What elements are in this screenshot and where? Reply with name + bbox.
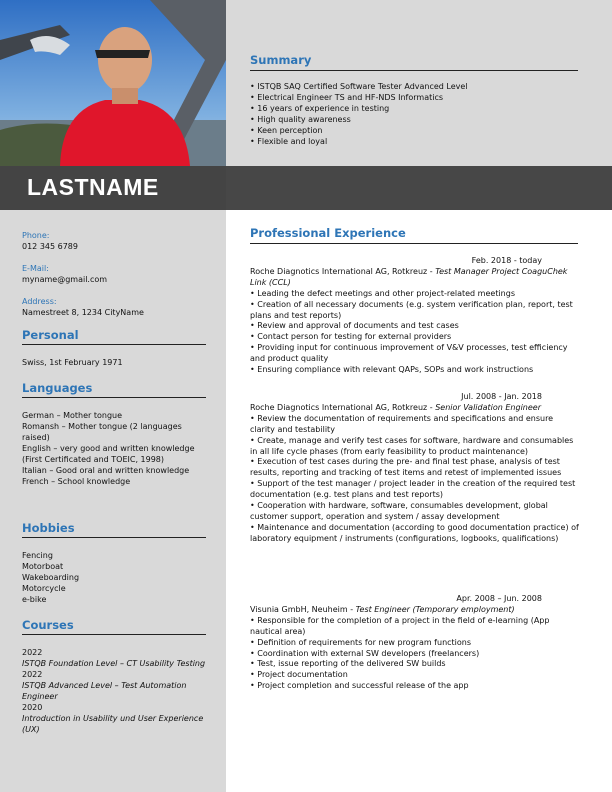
- language-item: German – Mother tongue: [22, 411, 123, 420]
- summary-item: • Keen perception: [250, 125, 323, 135]
- job-date: Feb. 2018 - today: [471, 256, 542, 265]
- job-task: • Contact person for testing for external providers: [250, 332, 452, 342]
- job-task: • Test, issue reporting of the delivered SW builds: [250, 659, 446, 669]
- phone-value: 012 345 6789: [22, 242, 78, 251]
- job-company: Roche Diagnotics International AG, Rotkreuz -: [250, 402, 436, 412]
- hobby-item: e-bike: [22, 595, 47, 604]
- job-role: Test Manager Project CoaguChek Link (CCL): [250, 266, 568, 287]
- email-link[interactable]: myname@gmail.com: [22, 275, 108, 284]
- job-task: • Cooperation with hardware, software, consumables development, global customer support, operation and system / assay development: [250, 501, 548, 521]
- job-task: • Create, manage and verify test cases for software, hardware and consumables in all life cycle phases (from early feasibility to product maintenance): [250, 435, 574, 456]
- job-task: • Support of the test manager / project leader in the creation of the required test documentation (e.g. test plans and test reports): [250, 479, 576, 500]
- job-task: • Coordination with external SW developers (freelancers): [250, 648, 480, 658]
- job-task: • Project completion and successful release of the app: [250, 681, 469, 691]
- job-task: • Responsible for the completion of a project in the field of e-learning (App nautical area): [250, 615, 550, 636]
- job-task: • Ensuring compliance with relevant QAPs, SOPs and work instructions: [250, 365, 534, 375]
- experience-heading: Professional Experience: [250, 226, 578, 244]
- contact-section: [22, 230, 206, 318]
- job-task: • Execution of test cases during the pre- and final test phase, analysis of test results, reporting and tracking of test items and retest of implemented issues: [250, 457, 562, 478]
- job-role: Test Engineer (Temporary employment): [355, 604, 515, 614]
- hobbies-section: [22, 523, 206, 605]
- summary-heading: Summary: [250, 53, 578, 71]
- summary-item: • Electrical Engineer TS and HF-NDS Informatics: [250, 92, 444, 102]
- job-task: • Review and approval of documents and test cases: [250, 321, 459, 331]
- job-task: • Providing input for continuous improvement of V&V processes, test efficiency and product quality: [250, 343, 568, 364]
- email-label: E-Mail:: [22, 264, 49, 273]
- profile-photo: [0, 0, 226, 166]
- language-item: Italian – Good oral and written knowledge: [22, 466, 190, 475]
- languages-heading: Languages: [22, 383, 206, 398]
- hobby-item: Motorcycle: [22, 584, 66, 593]
- course-year: 2022: [22, 670, 43, 679]
- hobby-item: Motorboat: [22, 562, 64, 571]
- job-task: • Definition of requirements for new program functions: [250, 637, 472, 647]
- language-item: English – very good and written knowledge (First Certificated and TOEIC, 1998): [22, 444, 195, 464]
- languages-section: [22, 383, 206, 487]
- personal-heading: Personal: [22, 330, 206, 345]
- job-entry: [250, 594, 580, 692]
- job-company: Roche Diagnotics International AG, Rotkreuz -: [250, 266, 436, 276]
- name-banner: [0, 166, 612, 210]
- summary-item: • High quality awareness: [250, 114, 351, 124]
- language-item: Romansh – Mother tongue (2 languages raised): [22, 422, 182, 442]
- address-value: Namestreet 8, 1234 CityName: [22, 308, 144, 317]
- courses-section: [22, 620, 206, 735]
- summary-list: [250, 82, 580, 147]
- phone-label: Phone:: [22, 231, 50, 240]
- job-task: • Project documentation: [250, 670, 348, 680]
- job-task: • Review the documentation of requirements and specifications and ensure clarity and testability: [250, 413, 554, 434]
- job-date: Apr. 2008 – Jun. 2008: [456, 594, 542, 603]
- course-year: 2020: [22, 703, 43, 712]
- hobby-item: Fencing: [22, 551, 53, 560]
- experience-section: [250, 226, 578, 252]
- summary-item: • ISTQB SAQ Certified Software Tester Advanced Level: [250, 82, 468, 91]
- job-entry: [250, 392, 580, 545]
- job-task: • Leading the defect meetings and other project-related meetings: [250, 288, 515, 298]
- summary-section: [250, 53, 578, 79]
- course-name: Introduction in Usability und User Experience (UX): [22, 714, 204, 734]
- course-name: ISTQB Foundation Level – CT Usability Testing: [22, 659, 206, 668]
- personal-text: Swiss, 1st February 1971: [22, 358, 123, 367]
- summary-item: • Flexible and loyal: [250, 136, 328, 146]
- course-year: 2022: [22, 648, 43, 657]
- course-name: ISTQB Advanced Level – Test Automation Engineer: [22, 681, 187, 701]
- hobby-item: Wakeboarding: [22, 573, 80, 582]
- job-entry: [250, 256, 580, 376]
- hobbies-heading: Hobbies: [22, 523, 206, 538]
- job-role: Senior Validation Engineer: [435, 402, 541, 412]
- summary-item: • 16 years of experience in testing: [250, 103, 390, 113]
- courses-heading: Courses: [22, 620, 206, 635]
- job-company: Visunia GmbH, Neuheim -: [250, 604, 356, 614]
- job-date: Jul. 2008 - Jan. 2018: [461, 392, 542, 401]
- address-label: Address:: [22, 297, 57, 306]
- job-task: • Maintenance and documentation (according to good documentation practice) of laboratory equipment / instruments (configurations, logbooks, qualifications): [250, 522, 579, 543]
- language-item: French – School knowledge: [22, 477, 131, 486]
- personal-section: [22, 330, 206, 368]
- candidate-name: LASTNAME: [27, 174, 159, 200]
- job-task: • Creation of all necessary documents (e.g. system verification plan, report, test plans and test reports): [250, 299, 573, 320]
